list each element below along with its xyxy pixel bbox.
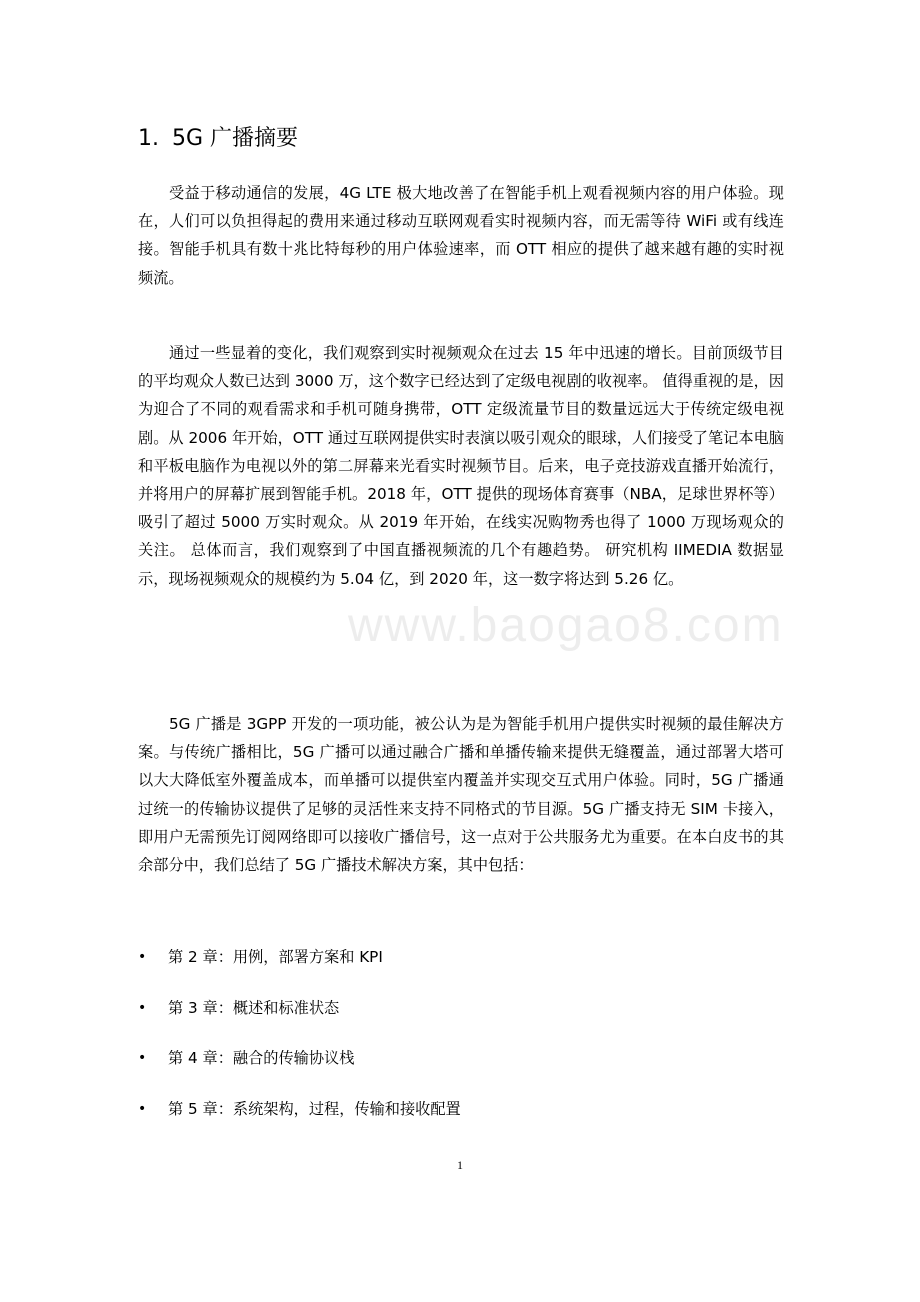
list-item-text: 第 2 章：用例，部署方案和 KPI bbox=[168, 948, 383, 966]
bullet-icon: • bbox=[138, 949, 147, 965]
section-heading bbox=[138, 124, 298, 154]
bullet-icon: • bbox=[138, 999, 147, 1016]
bullet-icon: • bbox=[138, 1100, 147, 1117]
page-number: 1 bbox=[457, 1158, 463, 1172]
section-number: 1. bbox=[138, 126, 159, 151]
watermark: www.baogao8.com bbox=[348, 599, 784, 652]
section-title: 5G 广播摘要 bbox=[172, 126, 299, 151]
list-item-text: 第 3 章：概述和标准状态 bbox=[168, 998, 340, 1017]
paragraph-1: 受益于移动通信的发展，4G LTE 极大地改善了在智能手机上观看视频内容的用户体验。现在，人们可以负担得起的费用来通过移动互联网观看实时视频内容，而无需等待 WiFi 或有线连接。智能手机具有数十兆比特每秒的用户体验速率，而 OTT 相应的提供了越来越有趣的实时视频流。 bbox=[138, 184, 784, 287]
bullet-icon: • bbox=[138, 1050, 147, 1066]
paragraph-2: 通过一些显着的变化，我们观察到实时视频观众在过去 15 年中迅速的增长。目前顶级节目的平均观众人数已达到 3000 万，这个数字已经达到了定级电视剧的收视率。 值得重视的是，因为迎合了不同的观看需求和手机可随身携带，OTT 定级流量节目的数量远远大于传统定级电视剧。从 2006 年开始，OTT 通过互联网提供实时表演以吸引观众的眼球，人们接受了笔记本电脑和平板电脑作为电视以外的第二屏幕来光看实时视频节目。后来，电子竞技游戏直播开始流行，并将用户的屏幕扩展到智能手机。2018 年，OTT 提供的现场体育赛事（NBA，足球世界杯等）吸引了超过 5000 万实时观众。从 2019 年开始，在线实况购物秀也得了 1000 万现场观众的关注。 总体而言，我们观察到了中国直播视频流的几个有趣趋势。 研究机构 IIMEDIA 数据显示，现场视频观众的规模约为 5.04 亿，到 2020 年，这一数字将达到 5.26 亿。 bbox=[138, 344, 784, 588]
paragraph-3: 5G 广播是 3GPP 开发的一项功能，被公认为是为智能手机用户提供实时视频的最佳解决方案。与传统广播相比，5G 广播可以通过融合广播和单播传输来提供无缝覆盖，通过部署大塔可以大大降低室外覆盖成本，而单播可以提供室内覆盖并实现交互式用户体验。同时，5G 广播通过统一的传输协议提供了足够的灵活性来支持不同格式的节目源。5G 广播支持无 SIM 卡接入，即用户无需预先订阅网络即可以接收广播信号，这一点对于公共服务尤为重要。在本白皮书的其余部分中，我们总结了 5G 广播技术解决方案，其中包括： bbox=[138, 715, 784, 875]
list-item-text: 第 4 章：融合的传输协议栈 bbox=[168, 1049, 355, 1067]
list-item-text: 第 5 章：系统架构，过程，传输和接收配置 bbox=[168, 1099, 461, 1118]
